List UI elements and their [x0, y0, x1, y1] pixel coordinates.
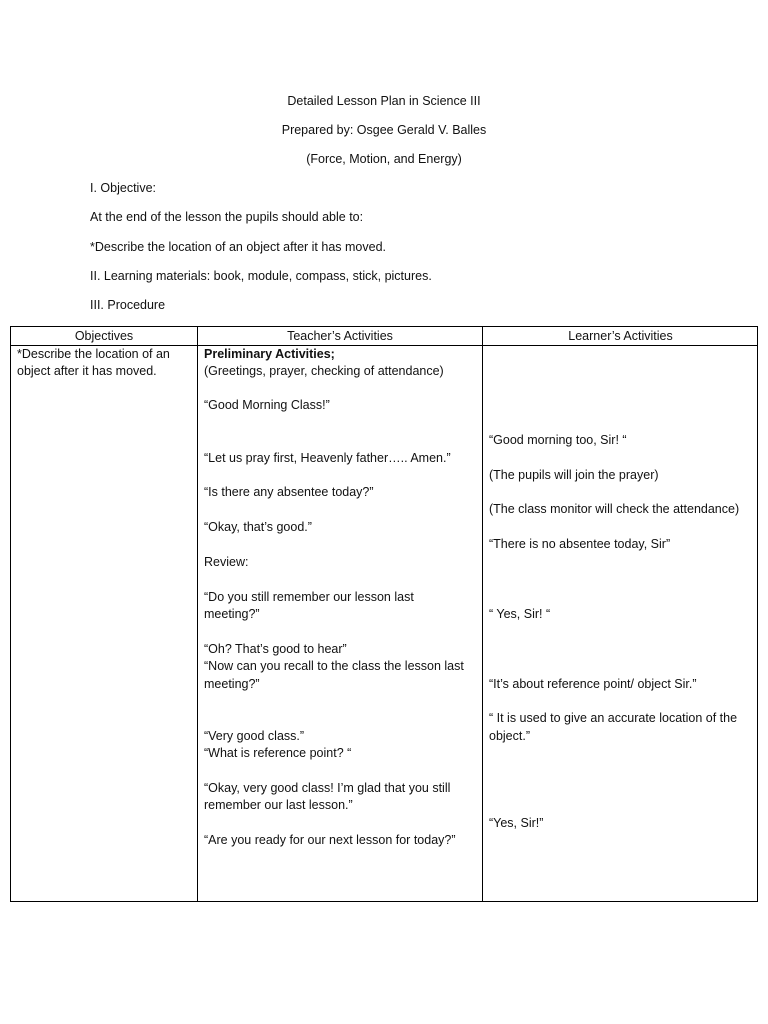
teacher-line: “Is there any absentee today?” [204, 485, 374, 499]
preliminary-activities-heading: Preliminary Activities; [204, 347, 335, 361]
header-learner-activities: Learner’s Activities [568, 329, 673, 343]
learner-line: “There is no absentee today, Sir” [489, 537, 671, 551]
teacher-line: “Now can you recall to the class the lesson last [204, 659, 464, 673]
teacher-line: remember our last lesson.” [204, 798, 353, 812]
teacher-line: “Very good class.” [204, 729, 305, 743]
teacher-line: meeting?” [204, 677, 260, 691]
learner-line: (The class monitor will check the attendance) [489, 502, 740, 516]
objective-item: *Describe the location of an object after it has moved. [90, 240, 386, 254]
learning-materials: II. Learning materials: book, module, compass, stick, pictures. [90, 269, 432, 283]
header-objectives: Objectives [74, 329, 134, 343]
column-divider [197, 327, 198, 901]
learner-line: (The pupils will join the prayer) [489, 468, 659, 482]
procedure-heading: III. Procedure [90, 298, 166, 312]
learner-line: “ Yes, Sir! “ [489, 607, 551, 621]
teacher-line: “What is reference point? “ [204, 746, 352, 760]
teacher-line: meeting?” [204, 607, 260, 621]
learner-line: “It’s about reference point/ object Sir.” [489, 677, 697, 691]
document-title: Detailed Lesson Plan in Science III [287, 94, 481, 108]
review-label: Review: [204, 555, 249, 569]
teacher-line: (Greetings, prayer, checking of attendance) [204, 364, 444, 378]
teacher-line: “Oh? That’s good to hear” [204, 642, 347, 656]
learner-line: object.” [489, 729, 530, 743]
prepared-by: Prepared by: Osgee Gerald V. Balles [281, 123, 487, 137]
column-divider [482, 327, 483, 901]
objective-cell-line: object after it has moved. [17, 364, 157, 378]
learner-line: “Good morning too, Sir! “ [489, 433, 627, 447]
teacher-line: “Are you ready for our next lesson for today?” [204, 833, 456, 847]
teacher-line: “Good Morning Class!” [204, 398, 330, 412]
learner-line: “ It is used to give an accurate location of the [489, 711, 738, 725]
learner-line: “Yes, Sir!” [489, 816, 544, 830]
teacher-line: “Let us pray first, Heavenly father….. Amen.” [204, 451, 451, 465]
teacher-line: “Okay, that’s good.” [204, 520, 312, 534]
header-teacher-activities: Teacher’s Activities [287, 329, 393, 343]
objective-cell-line: *Describe the location of an [17, 347, 170, 361]
procedure-table [10, 326, 758, 902]
teacher-line: “Do you still remember our lesson last [204, 590, 414, 604]
teacher-line: “Okay, very good class! I’m glad that you still [204, 781, 451, 795]
objective-intro: At the end of the lesson the pupils should able to: [90, 210, 364, 224]
topic-subtitle: (Force, Motion, and Energy) [306, 152, 462, 166]
objective-heading: I. Objective: [90, 181, 156, 195]
